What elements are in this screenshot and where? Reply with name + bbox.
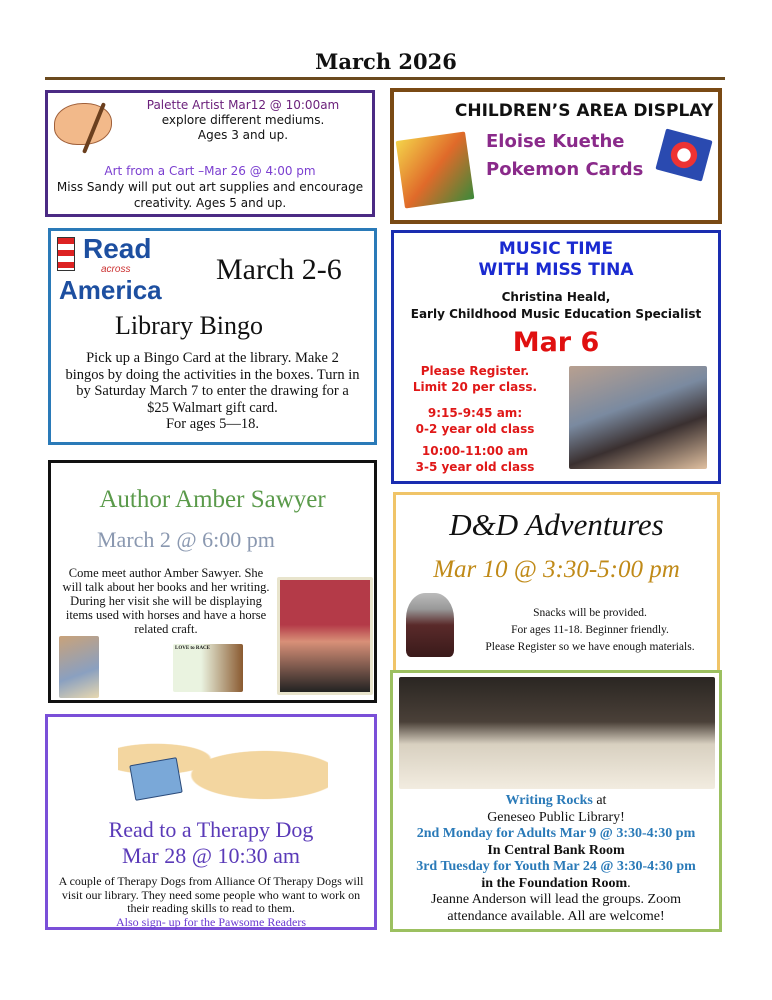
writing-description: Jeanne Anderson will lead the groups. Zoom attendance available. All are welcome! — [430, 892, 681, 924]
author-photo — [277, 577, 373, 695]
cat-hat-icon — [57, 237, 75, 271]
palette-artist-heading: Palette Artist Mar12 @ 10:00am — [146, 98, 340, 112]
writing-rocks-name: Writing Rocks — [505, 793, 593, 808]
writing-adults-session: 2nd Monday for Adults Mar 9 @ 3:30-4:30 pm — [416, 826, 696, 841]
therapy-dog-title: Read to a Therapy Dog — [108, 817, 314, 842]
read-across-america-box — [48, 228, 377, 445]
therapy-dog-date: Mar 28 @ 10:30 am — [122, 843, 300, 868]
writing-at: at — [592, 793, 607, 808]
dnd-title: D&D Adventures — [449, 507, 664, 542]
therapy-dog-box — [45, 714, 377, 930]
music-class1: 0-2 year old class — [415, 422, 535, 436]
display-heading: CHILDREN’S AREA DISPLAY — [454, 101, 714, 121]
art-cart-desc: Miss Sandy will put out art supplies and encourage creativity. Ages 5 and up. — [56, 180, 364, 210]
art-cart-heading: Art from a Cart –Mar 26 @ 4:00 pm — [104, 164, 316, 178]
dnd-register: Please Register so we have enough materials. — [485, 641, 695, 653]
music-presenter-role: Early Childhood Music Education Specialist — [410, 307, 702, 321]
writing-youth-room: in the Foundation Room — [481, 875, 628, 891]
logo-read: Read — [83, 233, 152, 264]
music-time2: 10:00-11:00 am — [421, 444, 529, 458]
bingo-ages: For ages 5—18. — [165, 416, 260, 432]
pokemon-card-back-image — [655, 129, 712, 182]
music-time1: 9:15-9:45 am: — [427, 406, 523, 420]
writing-adults-room: In Central Bank Room — [487, 842, 625, 858]
therapy-dog-description: A couple of Therapy Dogs from Alliance Of Therapy Dogs will visit our library. They need some people who want to work on their reading skills to read to them. — [58, 874, 364, 915]
read-across-america-logo — [57, 235, 197, 307]
writing-rocks-box — [390, 670, 722, 932]
logo-america: America — [59, 275, 162, 305]
author-title: Author Amber Sawyer — [99, 486, 326, 513]
dnd-adventures-box — [393, 492, 720, 673]
love-to-race-book-cover — [173, 644, 243, 692]
dnd-ages: For ages 11-18. Beginner friendly. — [511, 624, 669, 636]
palette-artist-desc: explore different mediums. — [161, 113, 325, 127]
dnd-date: Mar 10 @ 3:30-5:00 pm — [433, 556, 680, 583]
wizard-image — [406, 593, 454, 657]
pawsome-readers-signup[interactable]: Also sign- up for the Pawsome Readers — [116, 914, 306, 929]
pokemon-cards-image — [396, 131, 475, 208]
childrens-display-box — [390, 88, 722, 224]
logo-across: across — [101, 264, 131, 275]
palette-artist-ages: Ages 3 and up. — [197, 128, 289, 142]
music-presenter: Christina Heald, — [501, 290, 611, 304]
music-time-box — [391, 230, 721, 484]
music-date: Mar 6 — [512, 327, 600, 358]
bingo-description: Pick up a Bingo Card at the library. Make 2 bingos by doing the activities in the boxes. Turn in by Saturday March 7 to enter the drawing for a $25 Walmart gift card. — [65, 350, 360, 416]
music-limit: Limit 20 per class. — [412, 380, 538, 394]
horse-book-cover-1 — [59, 636, 99, 698]
author-visit-box — [48, 460, 377, 703]
art-events-box — [45, 90, 375, 217]
writing-youth-session: 3rd Tuesday for Youth Mar 24 @ 3:30-4:30 pm — [416, 859, 696, 874]
writing-hand-photo — [399, 677, 715, 789]
music-title-line1: MUSIC TIME — [498, 239, 614, 259]
dnd-snacks: Snacks will be provided. — [533, 607, 647, 619]
music-title-line2: WITH MISS TINA — [478, 260, 634, 280]
book-title: LOVE to RACE — [175, 646, 211, 651]
writing-library: Geneseo Public Library! — [487, 809, 625, 825]
author-date: March 2 @ 6:00 pm — [97, 527, 275, 552]
display-name: Eloise Kuethe — [486, 131, 625, 152]
display-item: Pokemon Cards — [486, 159, 644, 180]
music-class2: 3-5 year old class — [415, 460, 535, 474]
music-register: Please Register. — [420, 364, 530, 378]
read-dates: March 2-6 — [216, 253, 342, 286]
writing-period: . — [627, 875, 631, 891]
library-bingo-title: Library Bingo — [115, 311, 264, 340]
page-title: March 2026 — [315, 49, 457, 74]
title-divider — [45, 77, 725, 80]
music-class-photo — [569, 366, 707, 469]
author-description: Come meet author Amber Sawyer. She will talk about her books and her writing. During her visit she will be displaying items used with horses and have a horse related craft. — [62, 566, 270, 636]
